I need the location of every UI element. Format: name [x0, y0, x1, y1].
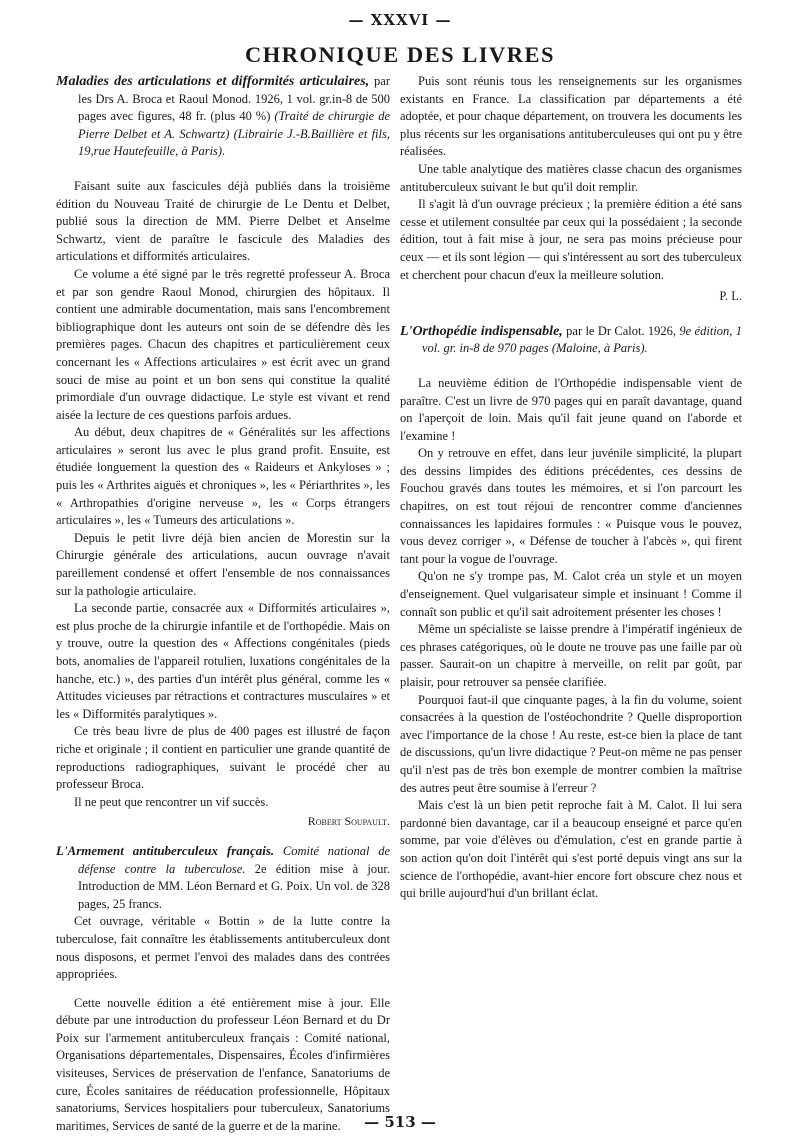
review-2-reference	[56, 842, 390, 913]
review-2-signature: P. L.	[719, 289, 742, 304]
review-2-paragraph: Puis sont réunis tous les renseignements sur les organismes existants en France. La classification par départements a été adoptée, et pour chaque département, on trouvera les documents les plus récents sur les organisations antituberculeuses qui ont pu y être réalisées.	[400, 74, 742, 159]
review-2-paragraph: Cet ouvrage, véritable « Bottin » de la lutte contre la tuberculose, fait connaître les établissements antituberculeux dont nous disposons, et permet l'envoi des malades dans des contrées appropriées.	[56, 914, 390, 982]
review-3-paragraph: On y retrouve en effet, dans leur juvénile simplicité, la plupart des dessins limpides des éditions précédentes, ces dessins de Fouchou gravés dans toutes les mémoires, et si l'on parcourt les chapitres, on est tout réjoui de rencontrer comme d'anciennes connaissances les lapidaires formules : « Puisque vous le pouvez, vous devez corriger », « Défense de toucher à l'abcès », qui firent tant pour la vogue de l'ouvrage.	[400, 446, 742, 566]
right-column	[400, 73, 742, 903]
review-1-ref-details: par les Drs A. Broca et Raoul Monod. 1926, 1 vol. gr.in-8 de 500 pages avec figures, 48 fr. (plus 40 %)	[78, 74, 390, 124]
review-1-paragraph: Ce volume a été signé par le très regretté professeur A. Broca et par son gendre Raoul Monod, chirurgien des hôpitaux. Il contient une admirable documentation, mais sans l'encombrement bibliographique dont les auteurs ont soin de se défendre dès les premières pages. Chacun des chapitres et particulièrement ceux concernant les « Affections articulaires » est écrit avec un grand souci de mise au point et un bon sens qui constitue la qualité primordiale d'un ouvrage didactique. Le style est vivant et rend aisée la lecture de ces questions parfois ardues.	[56, 266, 390, 422]
review-3-paragraph: La neuvième édition de l'Orthopédie indispensable vient de paraître. C'est un livre de 970 pages qui en paraît davantage, quand on l'aperçoit de loin. Mais qu'il fait jeune quand on l'aborde et l'examine !	[400, 375, 742, 443]
review-3-paragraph: Pourquoi faut-il que cinquante pages, à la fin du volume, soient consacrées à la question de l'ostéochondrite ? Quelle disproportion avec l'importance de la chose ! Au reste, est-ce bien la place de tant de discussions, qu'un livre didactique ? Peut-on même ne pas penser qu'il n'est pas de très bon exemple de montrer combien la maîtrise des autres peut être soumise à l'erreur ?	[400, 692, 742, 795]
page-title: CHRONIQUE DES LIVRES	[244, 42, 556, 67]
review-2-paragraph: Cette nouvelle édition a été entièrement mise à jour. Elle débute par une introduction du professeur Léon Bernard et du Dr Poix sur l'armement antituberculeux français : Comité national, Organisations départementales, Dispensaires, Écoles d'infirmières visiteuses, Services de préservation de l'enfance, Sanatoriums de cure, Écoles sanitaires de rééducation professionnelle, Hôpitaux sanatoriums, Services hospitaliers pour tuberculeux, Sanatoriums maritimes, Services de santé de la guerre et de la marine.	[56, 995, 390, 1133]
review-1-signature: Robert Soupault.	[307, 814, 390, 829]
review-3-paragraph: Qu'on ne s'y trompe pas, M. Calot créa un style et un moyen d'enseignement. Quel vulgarisateur simple et insinuant ! Comme il connaît son public et qu'il sait adroitement présenter les choses !	[400, 569, 742, 619]
review-2-ref-publisher: Comité national de défense contre la tuberculose.	[78, 843, 391, 876]
review-3-paragraph: Même un spécialiste se laisse prendre à l'impératif ingénieux de ces phrases catégoriques, où le doute ne trouve pas une faille par où passer. Saurait-on un chapitre à merveille, on relit par goût, par plaisir, pour retrouver sa pensée clarifiée.	[400, 622, 742, 689]
review-3-ref-details: par le Dr Calot. 1926,	[562, 323, 680, 338]
review-1-paragraph: Au début, deux chapitres de « Généralités sur les affections articulaires » seront lus avec le plus grand profit. Ensuite, est étudiée longuement la question des « Raideurs et Ankyloses » ; puis les « Arthrites aiguës et chroniques », les « Périarthrites », les « Arthropathies d'origine nerveuse », les « Corps étrangers articulaires », les « Tumeurs des articulations ».	[56, 425, 390, 528]
review-1-ref-publisher: (Traité de chirurgie de Pierre Delbet et A. Schwartz) (Librairie J.-B.Baillière et fils, 19,rue Hautefeuille, à Paris).	[78, 109, 391, 159]
review-1-paragraph: La seconde partie, consacrée aux « Difformités articulaires », est plus proche de la chirurgie infantile et de l'orthopédie. Mais on y trouve, outre la question des « Affections congénitales (pieds bots, anomalies de l'appareil rotulien, luxations congénitales de la hanche, etc.) », des parties d'un intérêt plus général, comme les « Attitudes vicieuses par rétractions et contractures musculaires » et les « Difformités paralytiques ».	[56, 601, 390, 721]
page-number: — 513 —	[364, 1113, 436, 1131]
review-1-paragraph: Ce très beau livre de plus de 400 pages est illustré de façon riche et originale ; il contient en particulier une grande quantité de reproductions radiographiques, suivant le procédé cher au professeur Broca.	[56, 724, 390, 792]
review-1-paragraph: Il ne peut que rencontrer un vif succès.	[74, 794, 269, 809]
review-2-title: L'Armement antituberculeux français.	[56, 842, 275, 858]
page-header-roman: — XXXVI —	[348, 11, 452, 29]
review-1-paragraph: Faisant suite aux fascicules déjà publiés dans la troisième édition du Nouveau Traité de chirurgie de Le Dentu et Delbet, publié sous la direction de MM. Pierre Delbet et Anselme Schwartz, vient de paraître le fascicule des Maladies des articulations et difformités articulaires.	[56, 178, 390, 264]
review-3-ref-publisher: 9e édition, 1 vol. gr. in-8 de 970 pages (Maloine, à Paris).	[422, 323, 742, 356]
left-column	[56, 73, 390, 1135]
review-1-reference	[56, 73, 390, 161]
review-3-paragraph: Mais c'est là un bien petit reproche fait à M. Calot. Il lui sera pardonné bien davantage, car il a beaucoup enseigné et parce qu'en somme, par voie d'élèves ou d'émulation, c'est en grande partie à son action qu'on doit l'intérêt qui s'est porté depuis vingt ans sur la science de l'orthopédie, avant-hier encore fort obscure chez nous et qui brille aujourd'hui d'un brillant éclat.	[400, 798, 742, 901]
review-2-paragraph: Une table analytique des matières classe chacun des organismes antituberculeux suivant le but qu'il doit remplir.	[400, 161, 742, 194]
review-1-paragraph: Depuis le petit livre déjà bien ancien de Morestin sur la Chirurgie générale des articulations, aucun ouvrage n'avait pareillement condensé et offert l'ensemble de nos connaissances sur la pathologie articulaire.	[56, 530, 390, 598]
review-2-ref-details: 2e édition mise à jour. Introduction de MM. Léon Bernard et G. Poix. Un vol. de 328 pages, 25 francs.	[78, 861, 391, 911]
review-1-title: Maladies des articulations et difformités articulaires,	[56, 74, 370, 89]
review-2-paragraph: Il s'agit là d'un ouvrage précieux ; la première édition a été sans cesse et utilement consultée par ceux qui la possédaient ; la seconde édition, tout à fait mise à jour, ne sera pas moins précieuse pour ceux — et ils sont légion — qui s'intéressent au sort des tuberculeux et cherchent pour chacun d'eux la meilleure solution.	[400, 197, 742, 282]
review-3-title: L'Orthopédie indispensable,	[400, 323, 563, 339]
review-3-reference	[400, 323, 742, 358]
